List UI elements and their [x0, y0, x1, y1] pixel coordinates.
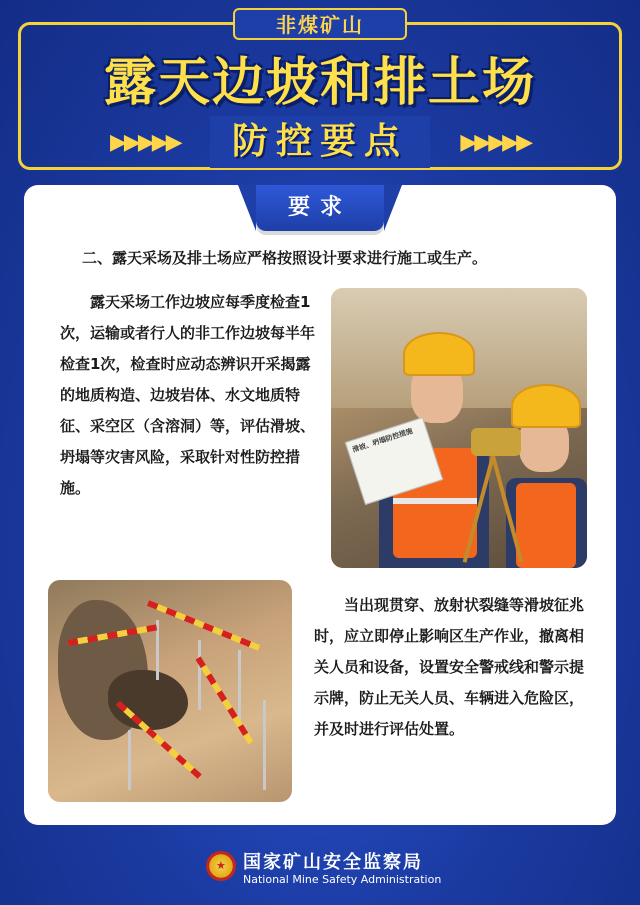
hard-hat-icon [511, 384, 581, 428]
chevron-right-decoration: ▶▶▶▶▶ [460, 130, 530, 155]
paragraph-inspection: 露天采场工作边坡应每季度检查1次，运输或者行人的非工作边坡每半年检查1次，检查时应动态辨识开采揭露的地质构造、边坡岩体、水文地质特征、采空区（含溶洞）等，评估滑坡、坍塌等灾害风险，采取针对性防控措施。 [60, 293, 316, 497]
barrier-post [263, 700, 266, 790]
vest-stripe [393, 498, 477, 504]
warning-tape [147, 600, 261, 651]
national-emblem-icon: ★ [206, 851, 236, 881]
hard-hat-icon [403, 332, 475, 376]
poster-subtitle: 防控要点 [210, 116, 430, 168]
worker2-vest [516, 483, 576, 568]
requirements-tab: 要求 [256, 185, 384, 231]
poster-title: 露天边坡和排土场 [103, 53, 536, 113]
barrier-post [128, 730, 131, 790]
warning-tape-illustration [48, 580, 292, 802]
chevron-left-decoration: ▶▶▶▶▶ [110, 130, 180, 155]
paragraph-emergency: 当出现贯穿、放射状裂缝等滑坡征兆时，应立即停止影响区生产作业，撤离相关人员和设备，设置安全警戒线和警示提示牌，防止无关人员、车辆进入危险区，并及时进行评估处置。 [314, 596, 585, 738]
document-sheet-title: 滑坡、坍塌防控措施 [351, 426, 414, 455]
warning-tape [195, 656, 253, 744]
category-tag: 非煤矿山 [233, 8, 407, 40]
barrier-post [198, 640, 201, 710]
surveyors-illustration [331, 288, 587, 568]
organization-name-en: National Mine Safety Administration [243, 873, 442, 886]
section-title: 二、露天采场及排土场应严格按照设计要求进行施工或生产。 [82, 249, 488, 267]
theodolite-icon [471, 428, 521, 456]
organization-name-cn: 国家矿山安全监察局 [243, 852, 423, 873]
